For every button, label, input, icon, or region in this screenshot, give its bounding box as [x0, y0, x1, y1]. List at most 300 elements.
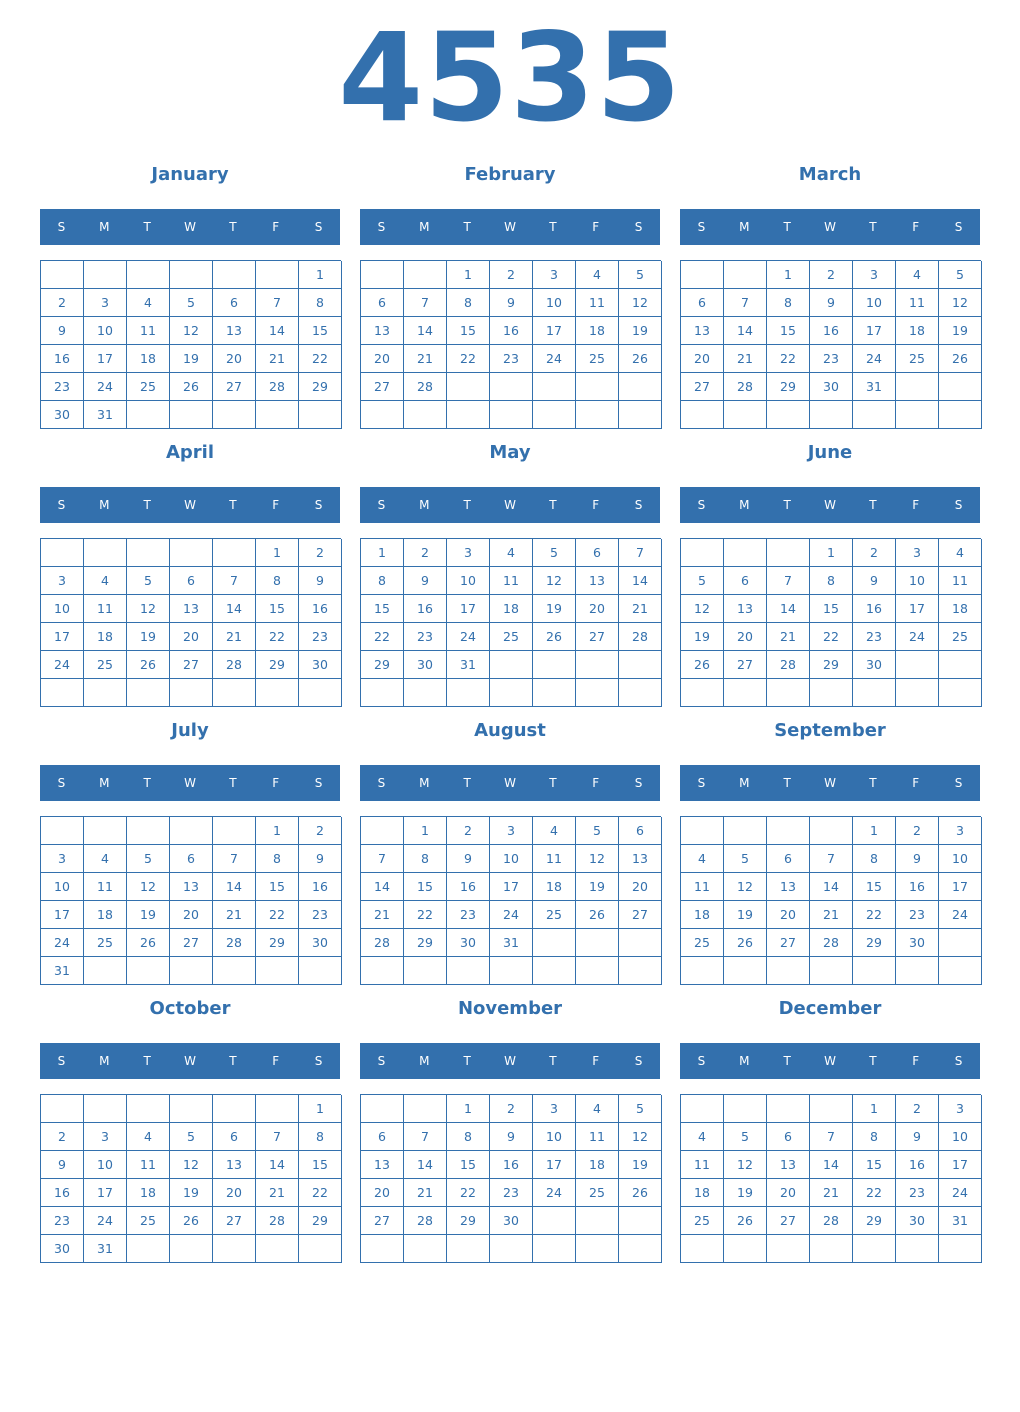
- empty-cell: [256, 679, 299, 707]
- day-cell: 4: [84, 845, 127, 873]
- day-cell: 8: [361, 567, 404, 595]
- day-cell: 28: [810, 929, 853, 957]
- day-cell: 2: [299, 817, 342, 845]
- day-cell: 24: [490, 901, 533, 929]
- day-cell: 9: [896, 1123, 939, 1151]
- day-grid: [40, 816, 341, 985]
- day-cell: 6: [213, 1123, 256, 1151]
- empty-cell: [361, 261, 404, 289]
- day-cell: 9: [447, 845, 490, 873]
- weekday-label: S: [634, 220, 643, 234]
- empty-cell: [170, 1095, 213, 1123]
- day-cell: 23: [896, 901, 939, 929]
- day-cell: 29: [853, 1207, 896, 1235]
- day-cell: 11: [681, 873, 724, 901]
- empty-cell: [576, 651, 619, 679]
- day-cell: 30: [41, 401, 84, 429]
- day-cell: 12: [681, 595, 724, 623]
- day-cell: 7: [767, 567, 810, 595]
- day-cell: 19: [127, 901, 170, 929]
- day-cell: 6: [681, 289, 724, 317]
- weekday-header: [680, 765, 980, 801]
- year-title: 4535: [338, 7, 682, 149]
- empty-cell: [127, 817, 170, 845]
- day-cell: 16: [853, 595, 896, 623]
- day-cell: 4: [127, 289, 170, 317]
- day-cell: 8: [256, 567, 299, 595]
- empty-cell: [170, 261, 213, 289]
- empty-cell: [447, 957, 490, 985]
- weekday-label: S: [377, 220, 386, 234]
- empty-cell: [619, 679, 662, 707]
- empty-cell: [681, 957, 724, 985]
- empty-cell: [170, 817, 213, 845]
- empty-cell: [724, 1235, 767, 1263]
- day-cell: 1: [447, 261, 490, 289]
- empty-cell: [767, 401, 810, 429]
- day-cell: 24: [853, 345, 896, 373]
- day-cell: 13: [681, 317, 724, 345]
- day-cell: 20: [681, 345, 724, 373]
- day-cell: 1: [361, 539, 404, 567]
- day-cell: 6: [213, 289, 256, 317]
- empty-cell: [84, 957, 127, 985]
- day-cell: 10: [447, 567, 490, 595]
- empty-cell: [447, 373, 490, 401]
- weekday-label: M: [99, 1054, 110, 1068]
- day-cell: 14: [619, 567, 662, 595]
- empty-cell: [533, 1235, 576, 1263]
- day-cell: 31: [853, 373, 896, 401]
- day-cell: 11: [84, 873, 127, 901]
- day-cell: 8: [767, 289, 810, 317]
- empty-cell: [724, 817, 767, 845]
- weekday-header: [360, 1043, 660, 1079]
- day-cell: 27: [767, 929, 810, 957]
- day-cell: 30: [447, 929, 490, 957]
- weekday-label: S: [314, 776, 323, 790]
- weekday-label: W: [504, 776, 516, 790]
- day-cell: 3: [84, 289, 127, 317]
- day-cell: 15: [256, 595, 299, 623]
- empty-cell: [127, 539, 170, 567]
- day-cell: 10: [84, 317, 127, 345]
- day-cell: 30: [299, 929, 342, 957]
- day-cell: 14: [256, 317, 299, 345]
- weekday-label: T: [463, 1054, 471, 1068]
- weekday-label: T: [229, 1054, 237, 1068]
- empty-cell: [576, 957, 619, 985]
- day-cell: 27: [361, 1207, 404, 1235]
- day-cell: 2: [896, 1095, 939, 1123]
- day-cell: 28: [724, 373, 767, 401]
- weekday-label: S: [697, 776, 706, 790]
- day-cell: 2: [41, 1123, 84, 1151]
- empty-cell: [361, 957, 404, 985]
- day-cell: 19: [724, 1179, 767, 1207]
- day-cell: 9: [41, 317, 84, 345]
- weekday-label: M: [739, 776, 750, 790]
- day-cell: 29: [256, 651, 299, 679]
- day-cell: 13: [361, 317, 404, 345]
- day-cell: 7: [404, 1123, 447, 1151]
- empty-cell: [41, 817, 84, 845]
- day-cell: 23: [896, 1179, 939, 1207]
- empty-cell: [361, 817, 404, 845]
- day-cell: 15: [853, 1151, 896, 1179]
- empty-cell: [127, 1235, 170, 1263]
- day-cell: 25: [681, 1207, 724, 1235]
- day-cell: 19: [127, 623, 170, 651]
- empty-cell: [724, 957, 767, 985]
- day-cell: 1: [256, 539, 299, 567]
- day-cell: 25: [127, 373, 170, 401]
- day-cell: 20: [619, 873, 662, 901]
- weekday-label: W: [184, 498, 196, 512]
- day-cell: 14: [213, 873, 256, 901]
- day-cell: 9: [896, 845, 939, 873]
- weekday-label: S: [954, 498, 963, 512]
- day-cell: 5: [724, 1123, 767, 1151]
- day-cell: 15: [447, 1151, 490, 1179]
- day-cell: 3: [41, 845, 84, 873]
- day-cell: 26: [939, 345, 982, 373]
- day-cell: 10: [533, 1123, 576, 1151]
- empty-cell: [810, 1235, 853, 1263]
- day-cell: 10: [41, 595, 84, 623]
- day-cell: 18: [939, 595, 982, 623]
- day-grid: [40, 260, 341, 429]
- day-cell: 23: [490, 1179, 533, 1207]
- weekday-label: M: [419, 498, 430, 512]
- day-cell: 9: [404, 567, 447, 595]
- day-cell: 26: [724, 1207, 767, 1235]
- empty-cell: [767, 1095, 810, 1123]
- day-cell: 12: [724, 1151, 767, 1179]
- day-cell: 7: [810, 845, 853, 873]
- day-cell: 18: [896, 317, 939, 345]
- empty-cell: [724, 261, 767, 289]
- day-cell: 6: [767, 1123, 810, 1151]
- empty-cell: [213, 817, 256, 845]
- empty-cell: [767, 957, 810, 985]
- empty-cell: [533, 373, 576, 401]
- day-cell: 18: [84, 623, 127, 651]
- empty-cell: [404, 1095, 447, 1123]
- day-cell: 23: [404, 623, 447, 651]
- weekday-label: F: [592, 776, 600, 790]
- weekday-label: T: [549, 1054, 557, 1068]
- day-cell: 27: [619, 901, 662, 929]
- weekday-label: F: [912, 220, 920, 234]
- day-cell: 13: [767, 1151, 810, 1179]
- day-cell: 17: [939, 873, 982, 901]
- day-cell: 5: [619, 261, 662, 289]
- empty-cell: [41, 539, 84, 567]
- empty-cell: [767, 539, 810, 567]
- empty-cell: [853, 957, 896, 985]
- month-name: February: [464, 164, 556, 185]
- day-cell: 5: [170, 289, 213, 317]
- empty-cell: [619, 1207, 662, 1235]
- weekday-label: T: [783, 220, 791, 234]
- day-cell: 20: [361, 345, 404, 373]
- day-cell: 28: [213, 929, 256, 957]
- month-name: July: [171, 720, 209, 741]
- empty-cell: [213, 679, 256, 707]
- day-cell: 18: [84, 901, 127, 929]
- day-cell: 30: [404, 651, 447, 679]
- day-cell: 28: [810, 1207, 853, 1235]
- weekday-label: T: [783, 776, 791, 790]
- day-cell: 11: [490, 567, 533, 595]
- day-cell: 19: [619, 1151, 662, 1179]
- day-cell: 20: [213, 1179, 256, 1207]
- day-grid: [40, 538, 341, 707]
- day-grid: [360, 816, 661, 985]
- day-cell: 29: [404, 929, 447, 957]
- day-cell: 7: [213, 567, 256, 595]
- empty-cell: [576, 1235, 619, 1263]
- day-cell: 25: [681, 929, 724, 957]
- empty-cell: [576, 929, 619, 957]
- empty-cell: [299, 679, 342, 707]
- empty-cell: [447, 401, 490, 429]
- month-name: November: [457, 998, 563, 1019]
- empty-cell: [213, 261, 256, 289]
- day-cell: 15: [404, 873, 447, 901]
- weekday-label: T: [463, 220, 471, 234]
- day-cell: 28: [619, 623, 662, 651]
- weekday-label: S: [57, 498, 66, 512]
- empty-cell: [681, 679, 724, 707]
- weekday-label: T: [549, 776, 557, 790]
- empty-cell: [939, 373, 982, 401]
- day-cell: 11: [681, 1151, 724, 1179]
- day-cell: 5: [533, 539, 576, 567]
- weekday-label: S: [377, 776, 386, 790]
- empty-cell: [724, 539, 767, 567]
- day-cell: 14: [724, 317, 767, 345]
- day-cell: 20: [767, 1179, 810, 1207]
- day-cell: 23: [41, 373, 84, 401]
- day-cell: 27: [170, 929, 213, 957]
- day-cell: 3: [41, 567, 84, 595]
- day-cell: 20: [724, 623, 767, 651]
- empty-cell: [576, 679, 619, 707]
- empty-cell: [361, 679, 404, 707]
- day-cell: 22: [361, 623, 404, 651]
- weekday-label: T: [143, 776, 151, 790]
- day-cell: 3: [896, 539, 939, 567]
- day-cell: 10: [939, 1123, 982, 1151]
- day-cell: 24: [84, 373, 127, 401]
- weekday-label: M: [99, 220, 110, 234]
- day-cell: 29: [767, 373, 810, 401]
- empty-cell: [84, 261, 127, 289]
- empty-cell: [361, 1095, 404, 1123]
- empty-cell: [127, 957, 170, 985]
- day-cell: 25: [84, 929, 127, 957]
- empty-cell: [213, 1095, 256, 1123]
- empty-cell: [256, 1095, 299, 1123]
- day-cell: 12: [619, 1123, 662, 1151]
- day-cell: 15: [256, 873, 299, 901]
- empty-cell: [853, 401, 896, 429]
- day-cell: 22: [256, 901, 299, 929]
- day-cell: 7: [361, 845, 404, 873]
- day-cell: 8: [299, 1123, 342, 1151]
- weekday-label: S: [634, 776, 643, 790]
- weekday-label: M: [739, 498, 750, 512]
- day-cell: 19: [533, 595, 576, 623]
- day-cell: 10: [939, 845, 982, 873]
- day-cell: 14: [404, 317, 447, 345]
- day-cell: 23: [299, 901, 342, 929]
- day-cell: 30: [41, 1235, 84, 1263]
- day-cell: 1: [299, 1095, 342, 1123]
- day-cell: 8: [299, 289, 342, 317]
- empty-cell: [299, 957, 342, 985]
- day-cell: 12: [619, 289, 662, 317]
- empty-cell: [447, 679, 490, 707]
- day-cell: 14: [810, 1151, 853, 1179]
- day-cell: 3: [939, 817, 982, 845]
- day-cell: 7: [619, 539, 662, 567]
- day-cell: 14: [767, 595, 810, 623]
- day-cell: 11: [127, 1151, 170, 1179]
- day-cell: 25: [533, 901, 576, 929]
- day-cell: 27: [170, 651, 213, 679]
- empty-cell: [256, 401, 299, 429]
- day-cell: 18: [533, 873, 576, 901]
- day-cell: 11: [127, 317, 170, 345]
- day-cell: 8: [404, 845, 447, 873]
- weekday-label: T: [783, 498, 791, 512]
- weekday-label: W: [824, 498, 836, 512]
- day-cell: 10: [41, 873, 84, 901]
- day-cell: 22: [256, 623, 299, 651]
- day-cell: 10: [490, 845, 533, 873]
- day-cell: 17: [533, 317, 576, 345]
- empty-cell: [84, 679, 127, 707]
- day-cell: 28: [256, 1207, 299, 1235]
- day-cell: 15: [810, 595, 853, 623]
- day-cell: 12: [127, 873, 170, 901]
- weekday-label: T: [869, 498, 877, 512]
- day-cell: 4: [127, 1123, 170, 1151]
- day-cell: 29: [361, 651, 404, 679]
- day-cell: 8: [853, 1123, 896, 1151]
- day-cell: 2: [299, 539, 342, 567]
- day-cell: 22: [447, 1179, 490, 1207]
- empty-cell: [896, 1235, 939, 1263]
- day-cell: 2: [810, 261, 853, 289]
- day-cell: 4: [490, 539, 533, 567]
- day-cell: 21: [810, 1179, 853, 1207]
- day-cell: 28: [404, 1207, 447, 1235]
- day-cell: 7: [213, 845, 256, 873]
- day-cell: 25: [84, 651, 127, 679]
- weekday-label: S: [57, 776, 66, 790]
- weekday-header: [360, 487, 660, 523]
- day-cell: 26: [619, 1179, 662, 1207]
- day-cell: 1: [404, 817, 447, 845]
- day-cell: 18: [576, 1151, 619, 1179]
- day-cell: 29: [256, 929, 299, 957]
- weekday-label: T: [229, 220, 237, 234]
- day-cell: 31: [84, 401, 127, 429]
- day-cell: 23: [490, 345, 533, 373]
- day-cell: 5: [724, 845, 767, 873]
- day-cell: 13: [361, 1151, 404, 1179]
- weekday-label: F: [272, 1054, 280, 1068]
- day-cell: 26: [724, 929, 767, 957]
- day-cell: 30: [853, 651, 896, 679]
- empty-cell: [170, 401, 213, 429]
- day-cell: 18: [576, 317, 619, 345]
- empty-cell: [576, 401, 619, 429]
- day-cell: 4: [681, 1123, 724, 1151]
- day-cell: 8: [810, 567, 853, 595]
- day-cell: 18: [127, 345, 170, 373]
- empty-cell: [213, 957, 256, 985]
- day-cell: 8: [853, 845, 896, 873]
- empty-cell: [170, 1235, 213, 1263]
- empty-cell: [939, 401, 982, 429]
- day-cell: 4: [939, 539, 982, 567]
- empty-cell: [299, 401, 342, 429]
- day-cell: 16: [299, 873, 342, 901]
- empty-cell: [170, 679, 213, 707]
- day-cell: 7: [724, 289, 767, 317]
- weekday-header: [680, 1043, 980, 1079]
- empty-cell: [576, 373, 619, 401]
- day-cell: 24: [84, 1207, 127, 1235]
- weekday-label: M: [419, 776, 430, 790]
- day-cell: 13: [767, 873, 810, 901]
- weekday-label: S: [314, 220, 323, 234]
- day-cell: 9: [490, 1123, 533, 1151]
- day-cell: 21: [619, 595, 662, 623]
- day-cell: 21: [256, 1179, 299, 1207]
- month-name: September: [774, 720, 886, 741]
- day-cell: 11: [896, 289, 939, 317]
- day-cell: 17: [41, 901, 84, 929]
- weekday-label: F: [272, 220, 280, 234]
- empty-cell: [170, 957, 213, 985]
- month-name: May: [489, 442, 531, 463]
- day-cell: 27: [767, 1207, 810, 1235]
- weekday-label: S: [57, 1054, 66, 1068]
- empty-cell: [404, 401, 447, 429]
- day-cell: 16: [41, 1179, 84, 1207]
- day-cell: 19: [170, 1179, 213, 1207]
- day-cell: 15: [447, 317, 490, 345]
- day-cell: 26: [127, 651, 170, 679]
- empty-cell: [533, 651, 576, 679]
- day-cell: 31: [939, 1207, 982, 1235]
- day-cell: 28: [361, 929, 404, 957]
- weekday-label: W: [504, 220, 516, 234]
- empty-cell: [127, 679, 170, 707]
- weekday-label: T: [549, 220, 557, 234]
- weekday-label: T: [143, 220, 151, 234]
- empty-cell: [404, 1235, 447, 1263]
- day-cell: 22: [404, 901, 447, 929]
- weekday-label: F: [912, 498, 920, 512]
- day-cell: 2: [853, 539, 896, 567]
